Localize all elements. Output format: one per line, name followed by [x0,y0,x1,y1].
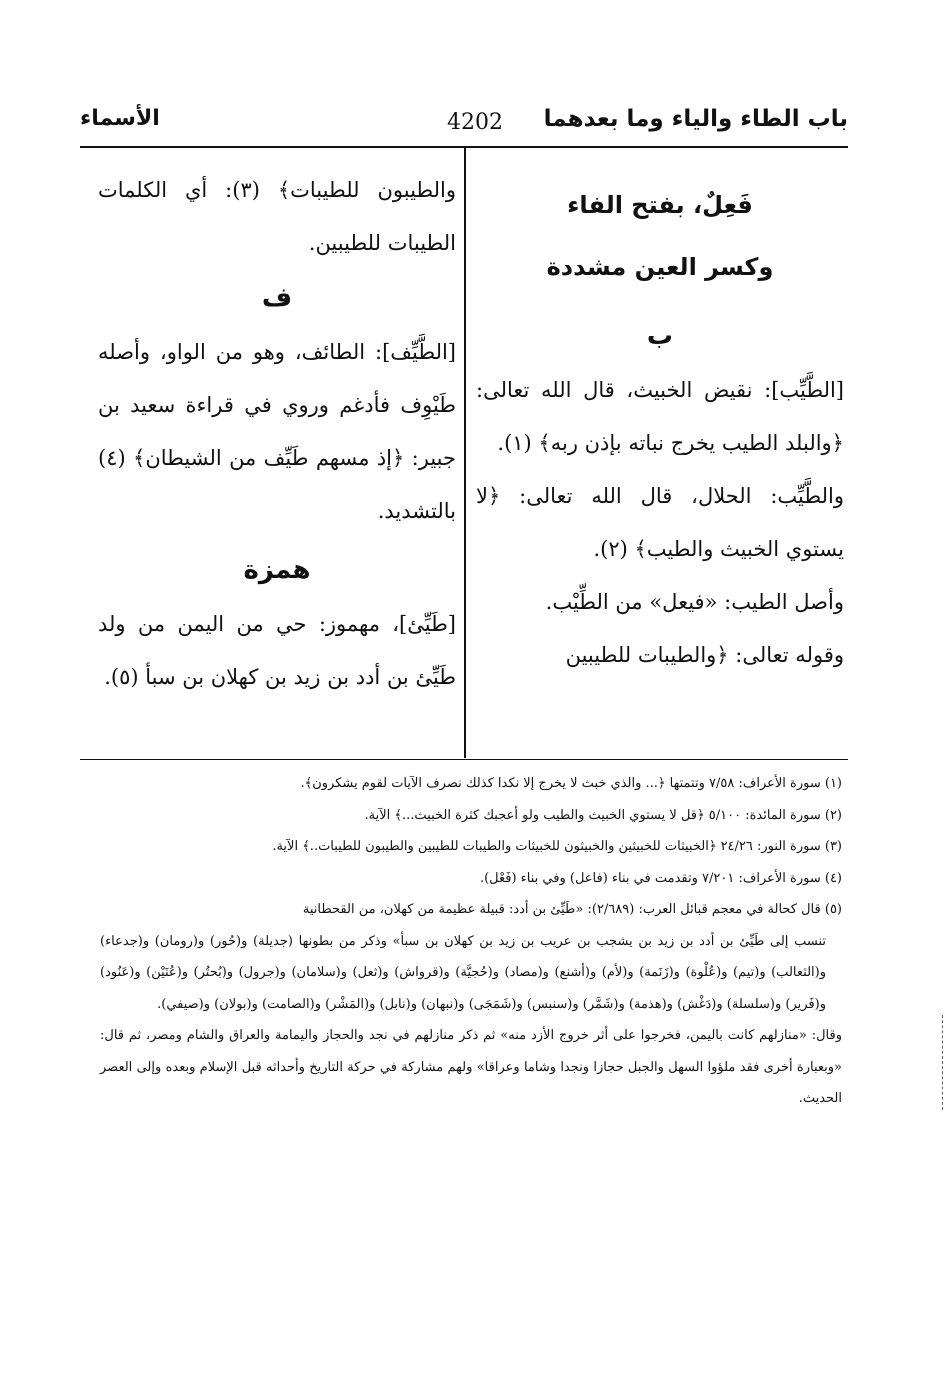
footnote-5-lead: (٥) قال كحالة في معجم قبائل العرب: (٢/٦٨٩): «طَيِّئ بن أدد: قبيلة عظيمة من كهلان، من القحطانية [302,902,842,917]
entry-tayyib-halal: والطَّيِّب: الحلال، قال الله تعالى: ﴿لا يستوي الخبيث والطيب﴾ (٢). [476,484,844,561]
section-title: الأسماء [80,106,160,131]
letter-heading-ba: ب [646,321,674,351]
footnote-5-body: تنسب إلى طَيِّئ بن أدد بن زيد بن يشجب بن عريب بن زيد بن كهلان بن سبأ» وذكر من بطونها (جديلة) و(حُور) و(رومان) و(جدعاء) و(الثعالب) و(تيم) و(عُلْوة) و(زَنَمة) و(لأم) و(أشنع) و(مصاد) و(حُجيَّة) و(قرواش) و(ثعل) و(سلامان) و(جرول) و(بُحتُر) و(عُنَيْن) و(عَنُود) و(فَرير) و(سلسلة) و(دَغْش) و(هذمة) و(شَمَّر) و(سنبس) و(شَمَجَى) و(نبهان) و(نابل) و(المَشْر) و(الصامت) و(بولان) و(صيفي). [100,933,826,1012]
entry-tayyi: [طَيِّئ]، مهموز: حي من اليمن من ولد طَيِّئ بن أدد بن زيد بن كهلان بن سبأ (٥). [98,612,456,689]
footnote-rule [80,759,848,760]
page-number: 4202 [447,110,503,135]
footnote-2: (٢) سورة المائدة: ٥/١٠٠ ﴿قل لا يستوي الخبيث والطيب ولو أعجبك كثرة الخبيث...﴾ الآية. [364,807,842,823]
scan-margin-mark [942,1015,945,1110]
column-divider [464,148,466,758]
hamza-heading: همزة [243,555,311,585]
letter-heading-fa: ف [261,283,293,313]
chapter-title: باب الطاء والياء وما بعدهما [543,106,848,132]
page-header [80,104,848,144]
verse-continuation: والطيبون للطيبات﴾ (٣): أي الكلمات الطيبات للطيبين. [98,178,457,255]
entry-tayyib-origin: وأصل الطيب: «فيعل» من الطِّيْب. [545,590,844,614]
footnote-1: (١) سورة الأعراف: ٧/٥٨ وتتمتها ﴿... والذي خبث لا يخرج إلا نكدا كذلك نصرف الآيات لقوم يشكرون﴾. [300,776,842,791]
pattern-title-line-1: فَعِلٌ، بفتح الفاء [567,191,753,219]
footnote-4: (٤) سورة الأعراف: ٧/٢٠١ وتقدمت في بناء (فاعل) وفي بناء (فَعْل). [479,870,842,886]
pattern-title-line-2: وكسر العين مشددة [546,253,774,281]
footnote-5-quote: وقال: «منازلهم كانت باليمن، فخرجوا على أثر خروج الأزد منه» ثم ذكر منازلهم في نجد والحجاز واليمامة والعراق والشام ومصر، ثم قال: «وبعبارة أخرى فقد ملؤوا السهل والجبل حجازا ونجدا وشاما وعراقا» ولهم مشاركة في حركة التاريخ وأحداثه قبل الإسلام وبعده وإلى العصر الحديث. [100,1028,842,1106]
entry-tayyibat-verse: وقوله تعالى: ﴿والطيبات للطيبين [565,643,844,667]
right-column [476,160,844,682]
left-column [98,160,456,704]
entry-tayyif: [الطَّيِّف]: الطائف، وهو من الواو، وأصله طَيْوِف فأدغم وروي في قراءة سعيد بن جبير: ﴿إذ مسهم طَيِّف من الشيطان﴾ (٤) بالتشديد. [98,340,456,523]
footnote-3: (٣) سورة النور: ٢٤/٢٦ ﴿الخبيثات للخبيثين والخبيثون للخبيثات والطيبات للطيبين والطيبون للطيبات..﴾ الآية. [272,839,842,854]
entry-tayyib: [الطَّيِّب]: نقيض الخبيث، قال الله تعالى: ﴿والبلد الطيب يخرج نباته بإذن ربه﴾ (١). [476,378,844,455]
footnotes [100,768,842,1115]
